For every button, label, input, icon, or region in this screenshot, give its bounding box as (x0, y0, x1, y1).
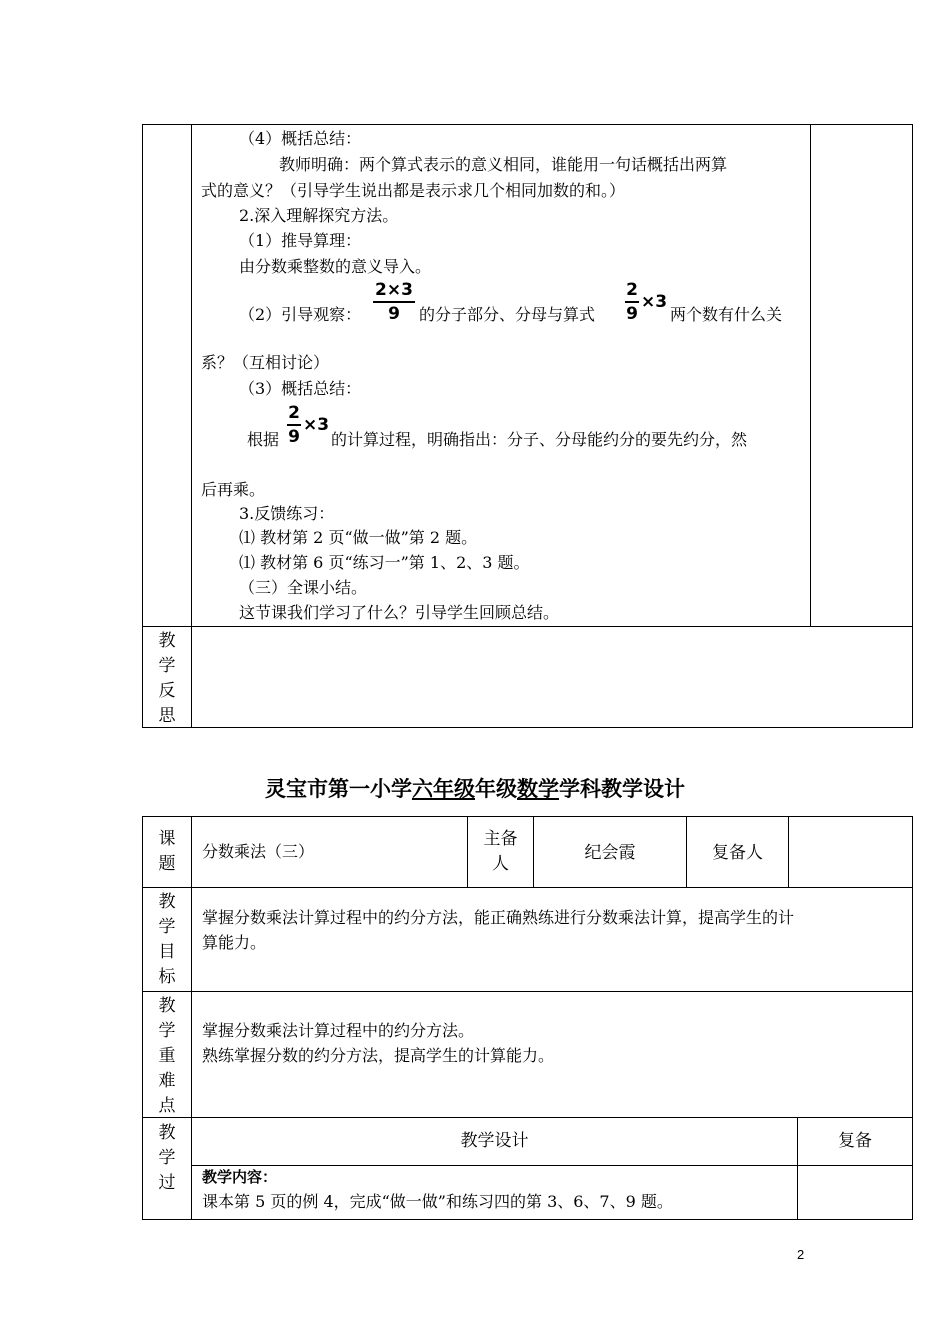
lower-table-right-border (912, 816, 913, 1220)
fraction-numerator: 2×3 (375, 280, 413, 300)
upper-table-right-col-divider (810, 124, 811, 626)
fraction-numerator: 2 (626, 280, 638, 300)
teacher-clarify-cont: 式的意义？（引导学生说出都是表示求几个相同加数的和。） (201, 181, 626, 200)
main-prep-label: 主备 人 (483, 829, 518, 874)
teacher-clarify-text: 教师明确：两个算式表示的意义相同，谁能用一句话概括出两算 (279, 155, 728, 174)
observe-suffix: 两个数有什么关 (670, 305, 783, 324)
basis-prefix: 根据 (247, 430, 280, 449)
class-summary-text: 这节课我们学习了什么？引导学生回顾总结。 (239, 603, 560, 622)
times-3: ×3 (641, 292, 668, 312)
main-prep-value: 纪会霞 (584, 843, 636, 863)
observe-prefix: （2）引导观察： (239, 305, 362, 324)
summary-4-heading: （4）概括总结： (239, 129, 362, 148)
goal-text-1: 掌握分数乘法计算过程中的约分方法，能正确熟练进行分数乘法计算，提高学生的计 (202, 908, 795, 927)
key-difficulty-label: 教 学 重 难 点 (158, 996, 176, 1116)
derive-text: 由分数乘整数的意义导入。 (239, 257, 432, 276)
upper-table-bottom-border (142, 727, 913, 728)
basis-suffix: 的计算过程，明确指出：分子、分母能约分的要先约分，然 (331, 430, 748, 449)
process-label: 教 学 过 (158, 1123, 176, 1193)
re-prep-header: 复备 (838, 1131, 872, 1151)
topic-label: 课 题 (158, 829, 176, 874)
fraction-denominator: 9 (288, 426, 300, 447)
upper-table-right-border (912, 124, 913, 728)
fraction-2-over-9-basis (287, 403, 301, 447)
deep-understand-heading: 2.深入理解探究方法。 (239, 206, 399, 225)
lower-table-row1-border (142, 887, 913, 888)
observe-mid: 的分子部分、分母与算式 (419, 305, 596, 324)
lower-table-label-divider (191, 816, 192, 1220)
key-text-2: 熟练掌握分数的约分方法，提高学生的计算能力。 (202, 1046, 555, 1065)
upper-table-top-border (142, 124, 913, 125)
fraction-denominator: 9 (388, 303, 400, 324)
fraction-bar (287, 424, 301, 426)
times-3-basis: ×3 (303, 415, 330, 435)
upper-table-mid-border (142, 626, 913, 627)
observe-cont: 系？（互相讨论） (201, 353, 330, 372)
fraction-bar (373, 301, 415, 303)
page-number: 2 (797, 1247, 805, 1262)
upper-table-label-divider (191, 124, 192, 728)
summary-3-heading: （3）概括总结： (239, 379, 362, 398)
fraction-2-over-9 (625, 280, 639, 324)
content-text: 课本第 5 页的例 4，完成“做一做”和练习四的第 3、6、7、9 题。 (202, 1192, 673, 1211)
fraction-bar (625, 301, 639, 303)
fraction-2x3-over-9 (373, 280, 415, 324)
re-prep-label: 复备人 (712, 843, 763, 863)
fraction-numerator: 2 (288, 403, 300, 423)
page-title: 灵宝市第一小学六年级年级数学学科教学设计 (265, 777, 685, 801)
feedback-heading: 3.反馈练习： (239, 504, 335, 523)
basis-cont: 后再乘。 (201, 480, 266, 499)
lower-table-row2-border (142, 991, 913, 992)
derive-heading: （1）推导算理： (239, 231, 362, 250)
topic-row-divider-4 (788, 816, 789, 888)
exercise-2: ⑴ 教材第 6 页“练习一”第 1、2、3 题。 (239, 553, 530, 572)
class-summary-heading: （三）全课小结。 (239, 578, 368, 597)
lower-table-top-border (142, 816, 913, 817)
goal-text-2: 算能力。 (202, 933, 267, 952)
fraction-denominator: 9 (626, 303, 638, 324)
content-label: 教学内容： (202, 1168, 278, 1186)
topic-value: 分数乘法（三） (202, 842, 315, 861)
exercise-1: ⑴ 教材第 2 页“做一做”第 2 题。 (239, 528, 478, 547)
design-header: 教学设计 (460, 1131, 529, 1151)
key-text-1: 掌握分数乘法计算过程中的约分方法。 (202, 1021, 475, 1040)
lower-table-header-border (191, 1165, 913, 1166)
reflection-label: 教 学 反 思 (158, 631, 176, 726)
goal-label: 教 学 目 标 (158, 892, 176, 987)
